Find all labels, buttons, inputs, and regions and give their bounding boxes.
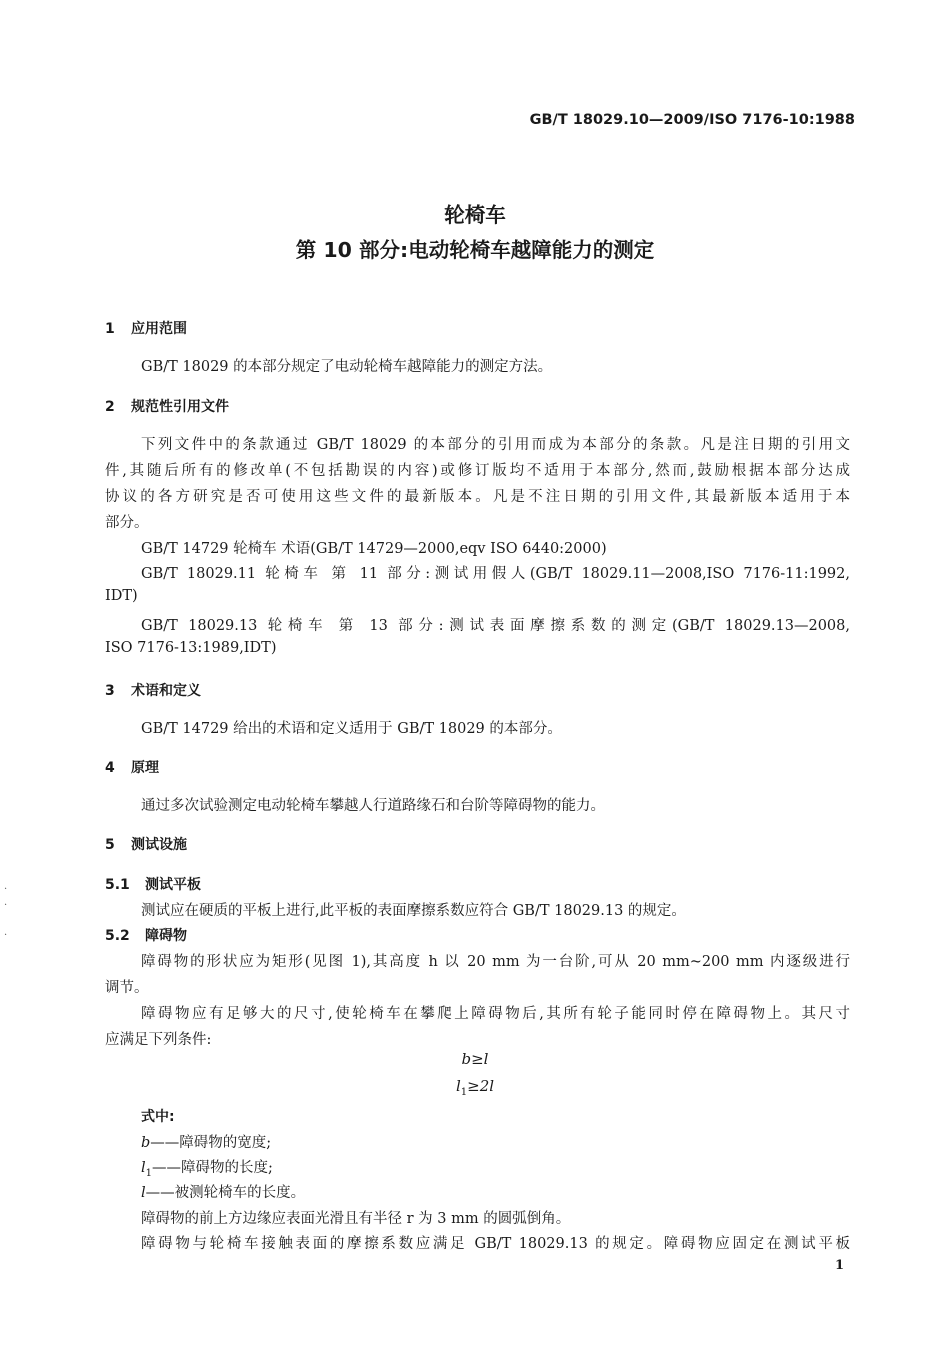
reference-item: GB/T 14729 轮椅车 术语(GB/T 14729—2000,eqv ISO 6440:2000) [141,541,607,557]
definition-l1 [141,1156,273,1179]
definition-subscript: 1 [145,1167,153,1179]
document-title: 轮椅车 [444,203,506,227]
section-number: 4 [105,760,115,776]
formula-symbol: l [455,1077,461,1095]
section-4-heading [105,757,159,777]
section-number: 5 [105,837,115,853]
paragraph: 障碍物与轮椅车接触表面的摩擦系数应满足 GB/T 18029.13 的规定。障碍物应固定在测试平板 [141,1236,850,1252]
paragraph: 通过多次试验测定电动轮椅车攀越人行道路缘石和台阶等障碍物的能力。 [141,798,605,814]
section-number: 3 [105,683,115,699]
definition-text: ——被测轮椅车的长度。 [145,1185,306,1201]
reference-item-cont: ISO 7176-13:1989,IDT) [105,640,277,656]
subsection-number: 5.1 [105,877,130,893]
where-label: 式中: [141,1109,175,1125]
paragraph: GB/T 14729 给出的术语和定义适用于 GB/T 18029 的本部分。 [141,721,562,737]
definition-text: ——障碍物的宽度; [150,1135,272,1151]
paragraph-line: 部分。 [105,515,149,531]
subsection-number: 5.2 [105,928,130,944]
subsection-5-1-heading [105,874,201,894]
definition-b [141,1131,271,1152]
paragraph-line: 下列文件中的条款通过 GB/T 18029 的本部分的引用而成为本部分的条款。凡是注日期的引用文 [141,437,850,453]
paragraph-line: 协议的各方研究是否可使用这些文件的最新版本。凡是不注日期的引用文件,其最新版本适用于本 [105,489,850,505]
reference-item: GB/T 18029.11 轮椅车 第 11 部分:测试用假人(GB/T 18029.11—2008,ISO 7176-11:1992, [141,566,850,582]
section-2-heading [105,396,229,416]
paragraph-line: 调节。 [105,980,149,996]
formula-length-condition [0,1077,950,1098]
page-number: 1 [834,1258,844,1273]
standard-code: GB/T 18029.10—2009/ISO 7176-10:1988 [529,112,855,128]
section-5-heading [105,834,187,854]
paragraph-line: 应满足下列条件: [105,1032,212,1048]
paragraph: 障碍物的前上方边缘应表面光滑且有半径 r 为 3 mm 的圆弧倒角。 [141,1211,571,1227]
definition-symbol: b [141,1135,151,1151]
scan-artifact-dot: · [4,884,8,895]
definition-symbol: l [141,1185,146,1201]
section-1-heading [105,318,187,338]
formula-subscript: 1 [460,1087,468,1098]
section-title: 规范性引用文件 [131,399,229,415]
section-3-heading [105,680,201,700]
definition-symbol: l [141,1160,146,1176]
section-title: 应用范围 [131,321,187,337]
scan-artifact-dot: · [4,930,8,941]
section-title: 原理 [131,760,159,776]
definition-l [141,1181,305,1202]
section-number: 2 [105,399,115,415]
subsection-title: 测试平板 [145,877,201,893]
paragraph: GB/T 18029 的本部分规定了电动轮椅车越障能力的测定方法。 [141,359,553,375]
subsection-title: 障碍物 [145,928,187,944]
paragraph-line: 件,其随后所有的修改单(不包括勘误的内容)或修订版均不适用于本部分,然而,鼓励根据本部分达成 [105,463,850,479]
document-subtitle: 第 10 部分:电动轮椅车越障能力的测定 [295,238,655,262]
section-title: 测试设施 [131,837,187,853]
definition-text: ——障碍物的长度; [152,1160,273,1176]
paragraph-line: 障碍物应有足够大的尺寸,使轮椅车在攀爬上障碍物后,其所有轮子能同时停在障碍物上。其尺寸 [141,1006,850,1022]
paragraph-line: 障碍物的形状应为矩形(见图 1),其高度 h 以 20 mm 为一台阶,可从 20 mm~200 mm 内逐级进行 [141,954,850,970]
section-title: 术语和定义 [131,683,201,699]
section-number: 1 [105,321,115,337]
formula-width-condition: b≥l [461,1050,489,1068]
subsection-5-2-heading [105,925,187,945]
reference-item: GB/T 18029.13 轮椅车 第 13 部分:测试表面摩擦系数的测定(GB/T 18029.13—2008, [141,618,850,634]
reference-item-cont: IDT) [105,588,138,604]
paragraph: 测试应在硬质的平板上进行,此平板的表面摩擦系数应符合 GB/T 18029.13 的规定。 [141,903,686,919]
formula-rest: ≥2l [467,1077,495,1095]
scan-artifact-dot: · [4,900,8,911]
